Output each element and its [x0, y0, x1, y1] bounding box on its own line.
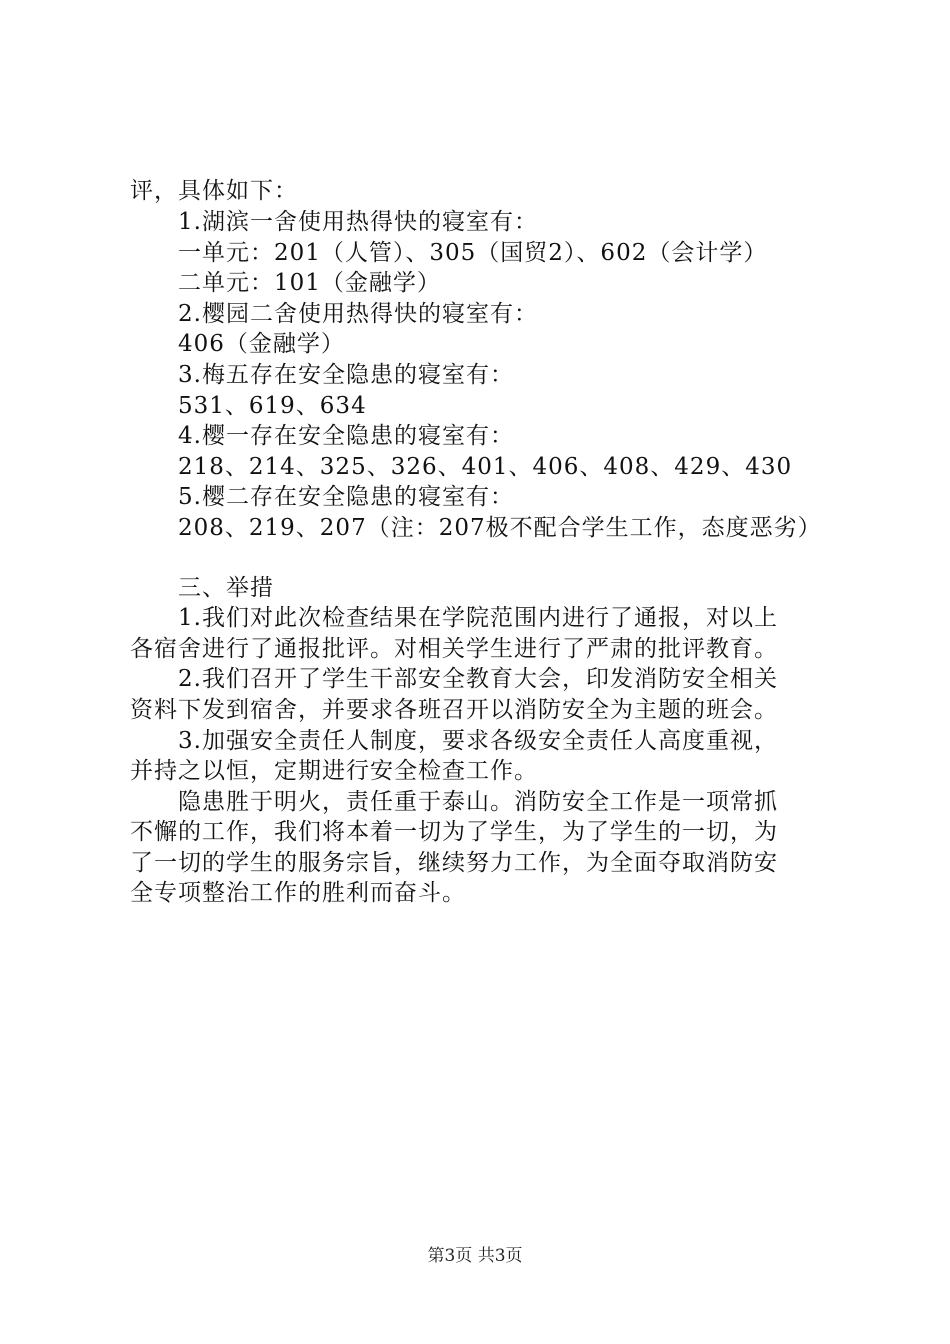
- paragraph-line: 隐患胜于明火，责任重于泰山。消防安全工作是一项常抓: [178, 789, 778, 815]
- list-heading: 5.樱二存在安全隐患的寝室有：: [178, 484, 514, 510]
- paragraph-line: 2.我们召开了学生干部安全教育大会，印发消防安全相关: [178, 666, 778, 692]
- paragraph-line: 各宿舍进行了通报批评。对相关学生进行了严肃的批评教育。: [130, 636, 778, 662]
- paragraph-line: 并持之以恒，定期进行安全检查工作。: [130, 758, 538, 784]
- paragraph-line: 资料下发到宿舍，并要求各班召开以消防安全为主题的班会。: [130, 697, 778, 723]
- paragraph-line: 3.加强安全责任人制度，要求各级安全责任人高度重视，: [178, 728, 778, 754]
- text-line: 218、214、325、326、401、406、408、429、430: [178, 454, 793, 480]
- text-line: 一单元：201（人管）、305（国贸2）、602（会计学）: [178, 240, 768, 266]
- text-line: 531、619、634: [178, 393, 367, 419]
- paragraph-line: 了一切的学生的服务宗旨，继续努力工作，为全面夺取消防安: [130, 850, 778, 876]
- section-heading: 三、举措: [178, 575, 274, 601]
- page-footer: 第3页 共3页: [427, 1246, 523, 1266]
- text-line: 评，具体如下：: [130, 178, 298, 204]
- list-heading: 2.樱园二舍使用热得快的寝室有：: [178, 301, 538, 327]
- text-line: 二单元：101（金融学）: [178, 270, 441, 296]
- list-heading: 1.湖滨一舍使用热得快的寝室有：: [178, 209, 538, 235]
- text-line: 208、219、207（注：207极不配合学生工作，态度恶劣）: [178, 515, 822, 541]
- text-line: 406（金融学）: [178, 331, 345, 357]
- list-heading: 3.梅五存在安全隐患的寝室有：: [178, 362, 514, 388]
- paragraph-line: 不懈的工作，我们将本着一切为了学生，为了学生的一切，为: [130, 819, 778, 845]
- paragraph-line: 1.我们对此次检查结果在学院范围内进行了通报，对以上: [178, 605, 778, 631]
- list-heading: 4.樱一存在安全隐患的寝室有：: [178, 423, 514, 449]
- paragraph-line: 全专项整治工作的胜利而奋斗。: [130, 880, 466, 906]
